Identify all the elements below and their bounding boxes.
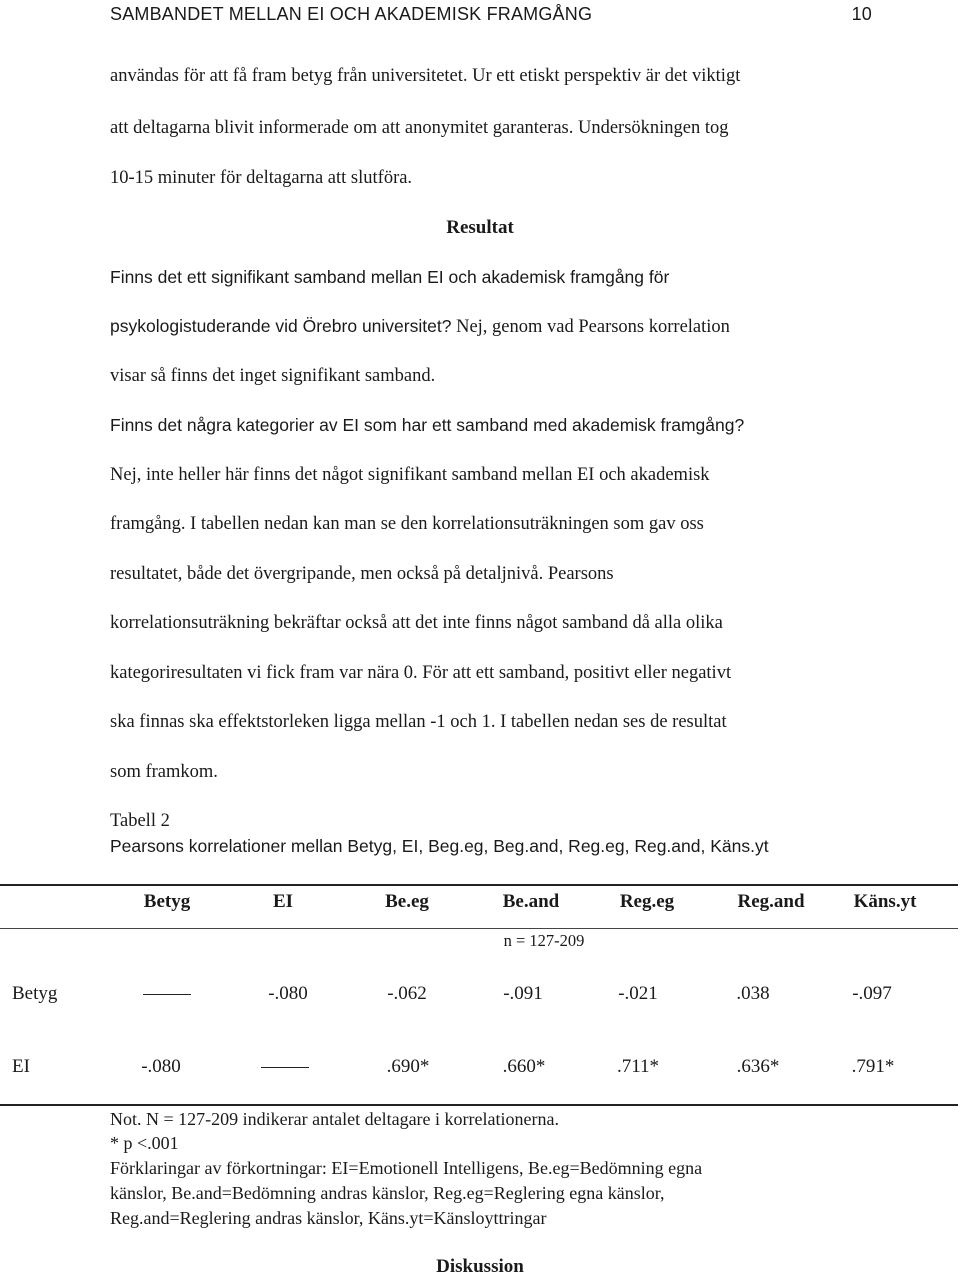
table-note-5: Reg.and=Reglering andras känslor, Käns.yt=Känsloyttringar xyxy=(110,1208,547,1228)
column-header-be-eg: Be.eg xyxy=(385,891,429,912)
page-number: 10 xyxy=(851,4,872,24)
cell-ei-be-eg: .690* xyxy=(386,1056,430,1077)
cell-ei-betyg: -.080 xyxy=(141,1056,181,1077)
intro-line-2: att deltagarna blivit informerade om att anonymitet garanteras. Undersökningen tog xyxy=(110,118,729,138)
column-header-betyg: Betyg xyxy=(143,891,191,912)
diagonal-dash xyxy=(261,1067,309,1068)
cell-betyg-betyg xyxy=(127,983,207,1005)
diagonal-dash xyxy=(143,994,191,995)
cell-betyg-reg-eg: -.021 xyxy=(618,983,658,1004)
running-title: SAMBANDET MELLAN EI OCH AKADEMISK FRAMGÅNG xyxy=(110,4,593,24)
question-1-answer: Nej, genom vad Pearsons korrelation xyxy=(451,317,730,337)
cell-betyg-be-and: -.091 xyxy=(503,983,543,1004)
column-header-kans-yt: Käns.yt xyxy=(853,891,917,912)
body-line-6: ska finnas ska effektstorleken ligga mellan -1 och 1. I tabellen nedan ses de resultat xyxy=(110,712,727,732)
cell-ei-reg-eg: .711* xyxy=(616,1056,660,1077)
running-head xyxy=(110,4,872,25)
body-line-5: kategoriresultaten vi fick fram var nära 0. För att ett samband, positivt eller negativt xyxy=(110,663,732,683)
table-top-rule xyxy=(0,884,958,886)
column-header-ei: EI xyxy=(272,891,294,912)
question-1-line-3: visar så finns det inget signifikant samband. xyxy=(110,366,436,386)
body-line-7: som framkom. xyxy=(110,762,218,782)
table-bottom-rule xyxy=(0,1104,958,1106)
table-note-3: Förklaringar av förkortningar: EI=Emotionell Intelligens, Be.eg=Bedömning egna xyxy=(110,1158,703,1178)
cell-ei-kans-yt: .791* xyxy=(851,1056,895,1077)
table-label: Tabell 2 xyxy=(110,811,170,831)
intro-line-1: användas för att få fram betyg från universitetet. Ur ett etiskt perspektiv är det viktigt xyxy=(110,66,741,86)
table-header-rule xyxy=(0,928,958,929)
body-line-3: resultatet, både det övergripande, men också på detaljnivå. Pearsons xyxy=(110,564,614,584)
body-line-1: Nej, inte heller här finns det något signifikant samband mellan EI och akademisk xyxy=(110,465,710,485)
cell-betyg-kans-yt: -.097 xyxy=(852,983,892,1004)
row-label-ei: EI xyxy=(12,1056,30,1077)
cell-ei-reg-and: .636* xyxy=(736,1056,780,1077)
table-caption: Pearsons korrelationer mellan Betyg, EI, Beg.eg, Beg.and, Reg.eg, Reg.and, Käns.yt xyxy=(110,836,769,856)
body-line-2: framgång. I tabellen nedan kan man se den korrelationsuträkningen som gav oss xyxy=(110,514,704,534)
column-header-reg-and: Reg.and xyxy=(737,891,805,912)
section-heading-results: Resultat xyxy=(446,217,514,238)
row-label-betyg: Betyg xyxy=(12,983,58,1004)
question-2: Finns det några kategorier av EI som har ett samband med akademisk framgång? xyxy=(110,415,745,435)
question-1-line-1: Finns det ett signifikant samband mellan EI och akademisk framgång för xyxy=(110,267,670,287)
table-note-1: Not. N = 127-209 indikerar antalet deltagare i korrelationerna. xyxy=(110,1109,559,1129)
column-header-reg-eg: Reg.eg xyxy=(619,891,675,912)
cell-betyg-be-eg: -.062 xyxy=(387,983,427,1004)
cell-betyg-ei: -.080 xyxy=(268,983,308,1004)
intro-line-3: 10-15 minuter för deltagarna att slutföra. xyxy=(110,168,413,188)
n-label: n = 127-209 xyxy=(503,931,585,950)
section-heading-discussion: Diskussion xyxy=(436,1256,524,1277)
question-1-text: psykologistuderande vid Örebro universitet? xyxy=(110,316,452,336)
cell-ei-be-and: .660* xyxy=(502,1056,546,1077)
body-line-4: korrelationsuträkning bekräftar också att det inte finns något samband då alla olika xyxy=(110,613,723,633)
column-header-be-and: Be.and xyxy=(502,891,560,912)
cell-ei-ei xyxy=(245,1056,325,1078)
table-note-4: känslor, Be.and=Bedömning andras känslor, Reg.eg=Reglering egna känslor, xyxy=(110,1183,665,1203)
cell-betyg-reg-and: .038 xyxy=(736,983,770,1004)
question-1-line-2 xyxy=(110,316,730,338)
table-note-2: * p <.001 xyxy=(110,1133,179,1153)
